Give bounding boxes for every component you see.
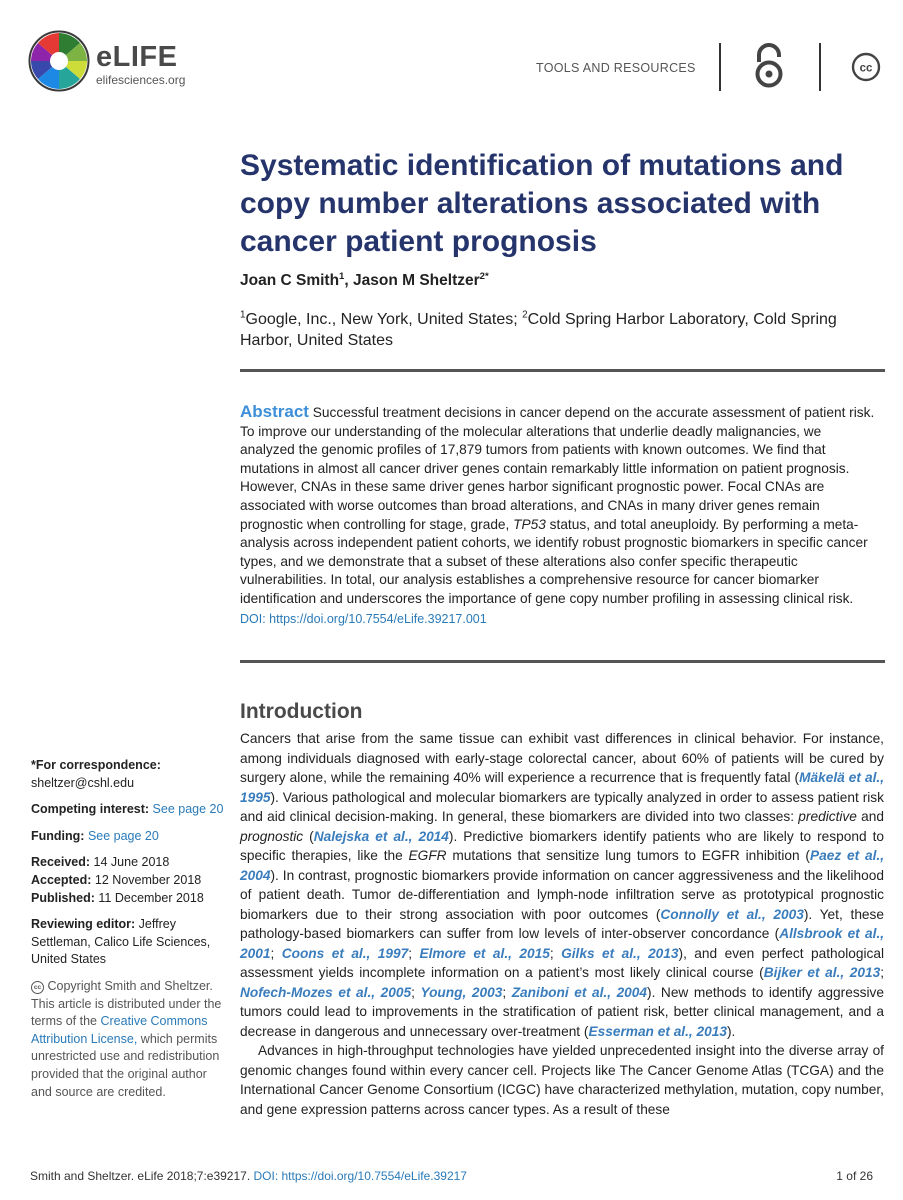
- license-statement: [31, 978, 226, 1101]
- body-text-run: ), and even perfect pathological assessment yields incomplete information on a patient’s most likely clinical course (: [240, 945, 885, 980]
- citation-link[interactable]: Zaniboni et al., 2004: [511, 984, 648, 1000]
- author-name[interactable]: Jason M Sheltzer: [353, 272, 480, 289]
- affiliation-sup: 1: [240, 309, 246, 321]
- body-text-run: ). New methods to identify aggressive tumors could lead to improvements in the stratification of patient risk, better clinical management, and a decrease in dangerous and unnecessary over-treatment (: [240, 984, 885, 1039]
- citation-link[interactable]: Elmore et al., 2015: [419, 945, 550, 961]
- header-divider: [819, 43, 821, 91]
- body-text-run: ). In contrast, prognostic biomarkers provide information on cancer aggressiveness and the likelihood of patient death. Tumor de-differentiation and lymph-node infiltration serve as prototypical prognostic biomarkers due to their strong association with poor outcomes (: [240, 867, 884, 922]
- competing-interest-label: Competing interest:: [31, 802, 150, 817]
- italic-term: predictive: [798, 809, 857, 824]
- article-title: Systematic identification of mutations and copy number alterations associated with cancer patient prognosis: [240, 149, 844, 258]
- citation-link[interactable]: Esserman et al., 2013: [588, 1023, 727, 1039]
- citation-link[interactable]: Nofech-Mozes et al., 2005: [240, 984, 412, 1000]
- creative-commons-icon: cc: [31, 981, 44, 994]
- body-text-run: ;: [549, 945, 562, 961]
- citation-link[interactable]: Young, 2003: [420, 984, 503, 1000]
- accepted-label: Accepted:: [31, 872, 92, 887]
- creative-commons-icon: [851, 52, 881, 82]
- license-text: which permits unrestricted use and redistribution provided that the original author and source are credited.: [31, 1031, 220, 1099]
- body-text-run: ).: [726, 1023, 736, 1039]
- abstract-label: Abstract: [240, 402, 309, 421]
- footer-doi-link[interactable]: DOI: https://doi.org/10.7554/eLife.39217: [253, 1169, 467, 1183]
- affiliation-text: Google, Inc., New York, United States;: [245, 311, 523, 328]
- citation-link[interactable]: Paez et al., 2004: [240, 848, 885, 883]
- footer-citation-text: Smith and Sheltzer. eLife 2018;7:e39217.: [30, 1169, 254, 1183]
- header-divider: [719, 43, 721, 91]
- author-sup: 2*: [479, 270, 489, 282]
- divider-rule: [240, 660, 885, 663]
- author-list: Joan C Smith$^1$, Jason M Sheltzer$^{2*}$: [240, 270, 489, 289]
- citation-link[interactable]: Connolly et al., 2003: [660, 906, 804, 922]
- body-text-run: and: [856, 809, 884, 824]
- author-name[interactable]: Joan C Smith: [240, 272, 340, 289]
- body-text-run: ). Various pathological and molecular biomarkers are typically analyzed in order to assess patient risk and aid clinical decision-making. In general, these biomarkers are divided into two classes:: [240, 789, 884, 824]
- license-link[interactable]: Creative Commons Attribution License,: [31, 1014, 208, 1046]
- body-paragraph: Advances in high-throughput technologies have yielded unprecedented insight into the diverse array of genomic changes found within every cancer cell. Projects like The Cancer Genome Atlas (TCGA) and the International Cancer Genome Consortium (ICGC) have characterized methylation, mutation, copy number, and gene expression patterns across cancer types. As a result of these: [240, 1043, 884, 1117]
- section-label: TOOLS AND RESOURCES: [536, 61, 696, 75]
- brand-url[interactable]: elifesciences.org: [96, 73, 186, 87]
- body-text-run: Cancers that arise from the same tissue can exhibit vast differences in clinical behavior. For instance, among individuals diagnosed with early-stage colorectal cancer, about 60% of patients will be cured by surgery alone, while the remaining 40% will experience a recurrence that is frequently fatal (: [240, 731, 884, 785]
- author-sup: 1: [339, 270, 345, 282]
- elife-logo-icon: [28, 30, 90, 92]
- abstract-text: status, and total aneuploidy. By performing a meta-analysis across independent patient cohorts, we identify robust prognostic biomarkers in specific cancer types, and we demonstrate that a subset of these alterations also confer specific therapeutic vulnerabilities. In total, our analysis establishes a comprehensive resource for cancer biomarker identification and underscores the importance of gene copy number profiling in assessing clinical risk.: [240, 516, 868, 606]
- abstract-doi-link[interactable]: DOI: https://doi.org/10.7554/eLife.39217.001: [240, 611, 487, 626]
- citation-link[interactable]: Coons et al., 1997: [281, 945, 409, 961]
- citation-link[interactable]: Nalejska et al., 2014: [313, 828, 449, 844]
- brand-name[interactable]: eLIFE: [96, 41, 178, 73]
- citation-link[interactable]: Bijker et al., 2013: [763, 965, 881, 980]
- reviewing-editor-label: Reviewing editor:: [31, 917, 136, 932]
- funding-link[interactable]: See page 20: [87, 828, 159, 843]
- reviewing-editor: Jeffrey Settleman, Calico Life Sciences, United States: [31, 917, 211, 967]
- svg-text:cc: cc: [859, 62, 873, 75]
- citation-link[interactable]: Mäkelä et al., 1995: [240, 770, 884, 805]
- page-number: 1 of 26: [836, 1169, 873, 1183]
- body-paragraph: [240, 729, 884, 1041]
- published-label: Published:: [31, 890, 95, 905]
- body-text-run: ). Yet, these pathology-based biomarkers can suffer from low levels of inter-observer concordance (: [240, 906, 884, 941]
- body-text-run: ;: [408, 945, 420, 961]
- license-text: Copyright Smith and Sheltzer. This article is distributed under the terms of the: [31, 978, 222, 1029]
- body-text-run: ;: [411, 984, 421, 1000]
- correspondence-email[interactable]: sheltzer@cshl.edu: [31, 775, 135, 790]
- body-text-run: ;: [880, 965, 885, 980]
- competing-interest-link[interactable]: See page 20: [152, 802, 224, 817]
- received-date: 14 June 2018: [93, 855, 170, 870]
- affiliations: [240, 309, 860, 351]
- italic-term: EGFR: [408, 848, 447, 863]
- affiliation-sup: 2: [522, 309, 528, 321]
- open-access-icon: [752, 42, 786, 88]
- divider-rule: [240, 369, 885, 372]
- received-label: Received:: [31, 855, 91, 870]
- accepted-date: 12 November 2018: [94, 872, 202, 887]
- body-text-run: ;: [270, 945, 282, 961]
- italic-term: prognostic: [240, 828, 304, 844]
- abstract-text-italic: TP53: [513, 516, 546, 532]
- body-text-run: (: [303, 828, 314, 844]
- footer-citation: [30, 1169, 467, 1183]
- body-text-run: ). Predictive biomarkers identify patients who are likely to respond to specific therapies, like the: [240, 828, 884, 863]
- correspondence-label: *For correspondence:: [31, 758, 161, 772]
- citation-link[interactable]: Allsbrook et al., 2001: [240, 926, 885, 961]
- affiliation-text: Cold Spring Harbor Laboratory, Cold Spring Harbor, United States: [240, 311, 837, 349]
- article-info-sidebar: [31, 757, 226, 1110]
- abstract: [240, 403, 875, 628]
- section-heading: Introduction: [240, 700, 363, 723]
- published-date: 11 December 2018: [98, 890, 204, 905]
- body-text-run: mutations that sensitize lung tumors to EGFR inhibition (: [446, 848, 810, 863]
- body-text-run: ;: [502, 984, 512, 1000]
- citation-link[interactable]: Gilks et al., 2013: [561, 945, 679, 961]
- abstract-text: Successful treatment decisions in cancer depend on the accurate assessment of patient risk. To improve our understanding of the molecular alterations that underlie deadly malignancies, we analyzed the genomic profiles of 17,879 tumors from patients with known outcomes. We find that mutations in almost all cancer driver genes contain remarkably little information on patient prognosis. However, CNAs in these same driver genes harbor significant prognostic power. Focal CNAs are associated with worse outcomes than broad alterations, and CNAs in many driver genes remain prognostic when controlling for stage, grade,: [240, 405, 875, 532]
- funding-label: Funding:: [31, 828, 85, 843]
- introduction-body: [240, 729, 884, 1119]
